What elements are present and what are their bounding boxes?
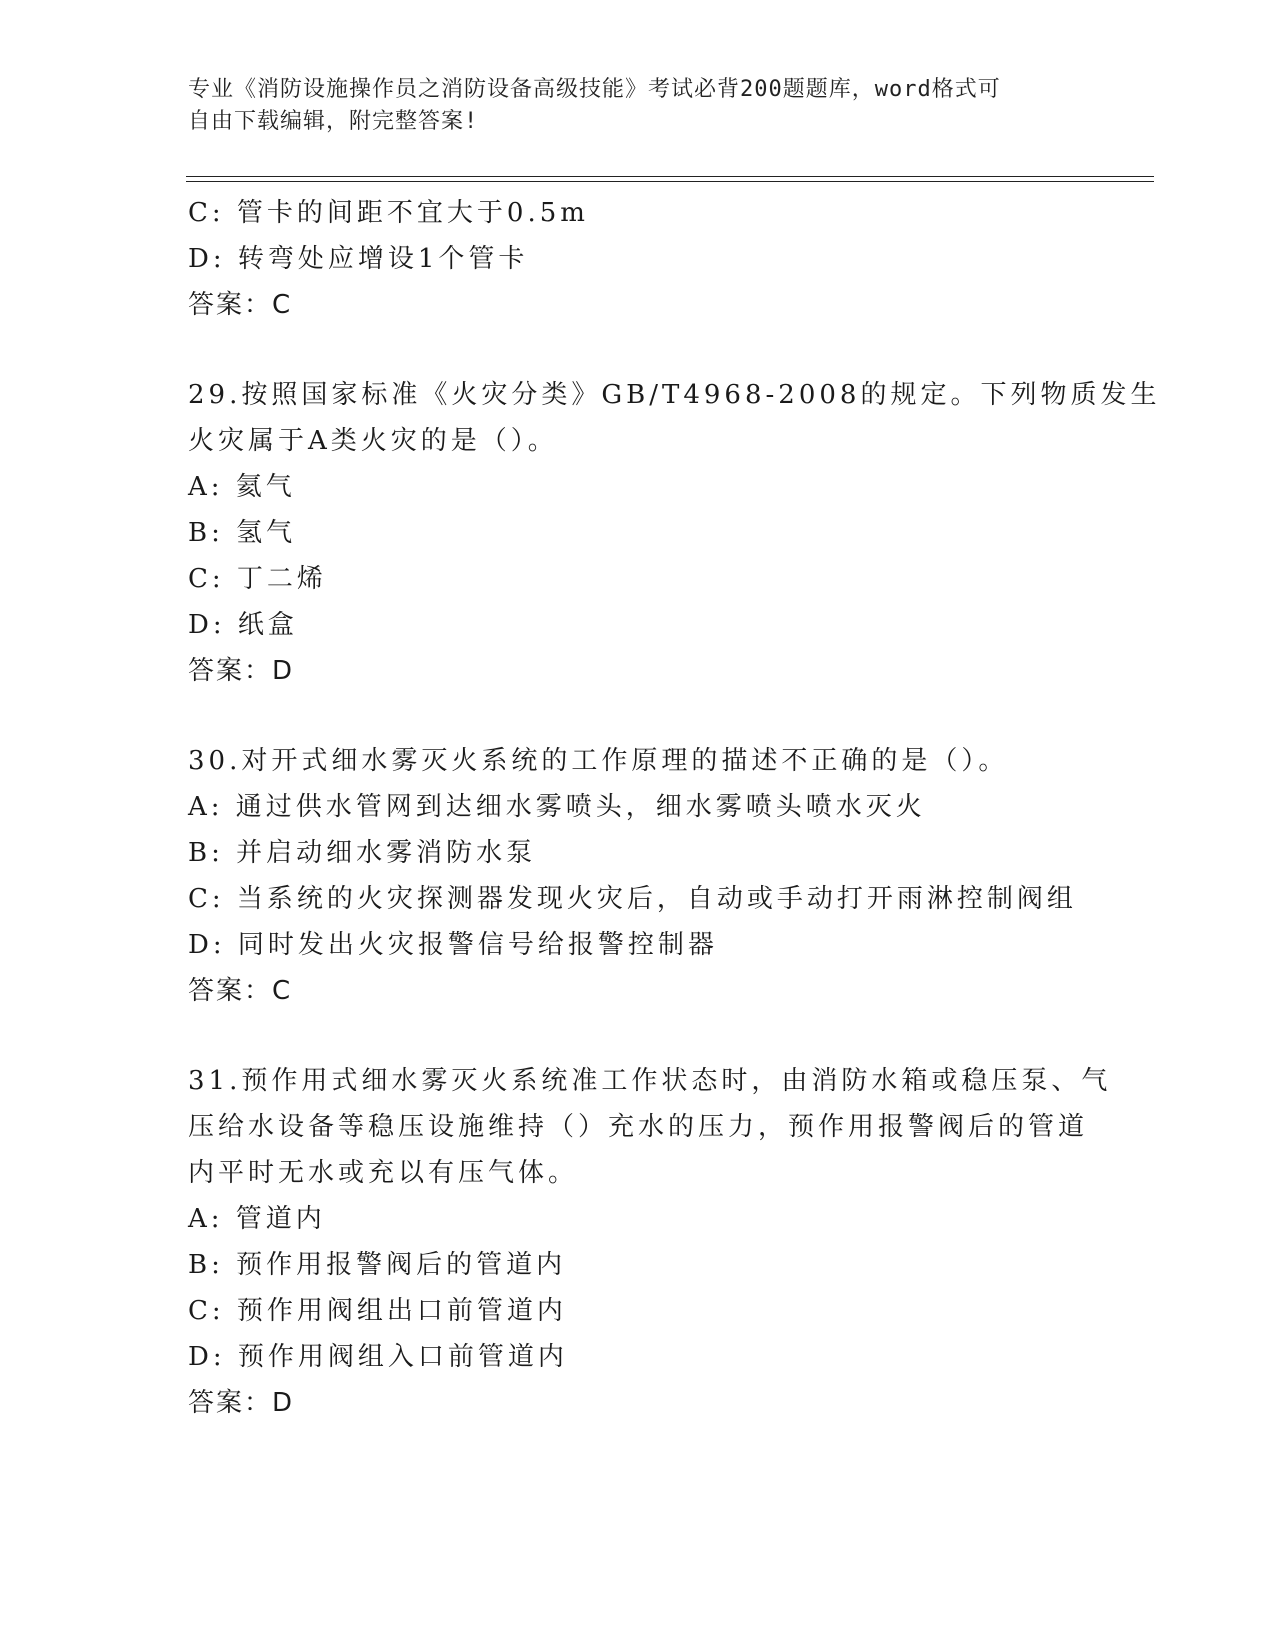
answer: 答案：D (188, 656, 295, 686)
option-b: B: 预作用报警阀后的管道内 (188, 1250, 567, 1280)
option-d: D: 转弯处应增设1个管卡 (188, 244, 529, 274)
header-line-1: 专业《消防设施操作员之消防设备高级技能》考试必背200题题库，word格式可 (188, 77, 1001, 102)
spacer (188, 694, 1088, 738)
option-b: B: 氢气 (188, 518, 297, 548)
answer: 答案：D (188, 1388, 295, 1418)
question-30 (188, 738, 1088, 1014)
page-header (188, 74, 1068, 138)
option-a: A: 管道内 (188, 1204, 326, 1234)
option-c: C: 当系统的火灾探测器发现火灾后，自动或手动打开雨淋控制阀组 (188, 884, 1077, 914)
question-stem: 30.对开式细水雾灭火系统的工作原理的描述不正确的是（）。 (188, 746, 1009, 776)
question-stem: 内平时无水或充以有压气体。 (188, 1158, 579, 1188)
answer: 答案：C (188, 976, 293, 1006)
option-d: D: 纸盒 (188, 610, 298, 640)
option-d: D: 预作用阀组入口前管道内 (188, 1342, 568, 1372)
header-line-2: 自由下载编辑，附完整答案! (188, 109, 479, 134)
option-c: C: 丁二烯 (188, 564, 327, 594)
header-rule-top (186, 176, 1154, 177)
spacer (188, 1014, 1088, 1058)
question-31 (188, 1058, 1112, 1426)
question-stem: 火灾属于A类火灾的是（）。 (188, 426, 558, 456)
question-stem: 29.按照国家标准《火灾分类》GB/T4968-2008的规定。下列物质发生 (188, 380, 1161, 410)
spacer (188, 328, 1088, 372)
question-list (188, 190, 1161, 1426)
option-a: A: 氦气 (188, 472, 296, 502)
option-a: A: 通过供水管网到达细水雾喷头，细水雾喷头喷水灭火 (188, 792, 926, 822)
question-stem: 31.预作用式细水雾灭火系统准工作状态时，由消防水箱或稳压泵、气 (188, 1066, 1112, 1096)
answer: 答案：C (188, 290, 293, 320)
question-28-tail (188, 190, 1088, 328)
option-c: C: 管卡的间距不宜大于0.5m (188, 198, 589, 228)
question-stem: 压给水设备等稳压设施维持（）充水的压力，预作用报警阀后的管道 (188, 1112, 1089, 1142)
option-d: D: 同时发出火灾报警信号给报警控制器 (188, 930, 718, 960)
option-b: B: 并启动细水雾消防水泵 (188, 838, 537, 868)
header-rule-bottom (186, 181, 1154, 182)
question-29 (188, 372, 1161, 694)
option-c: C: 预作用阀组出口前管道内 (188, 1296, 567, 1326)
